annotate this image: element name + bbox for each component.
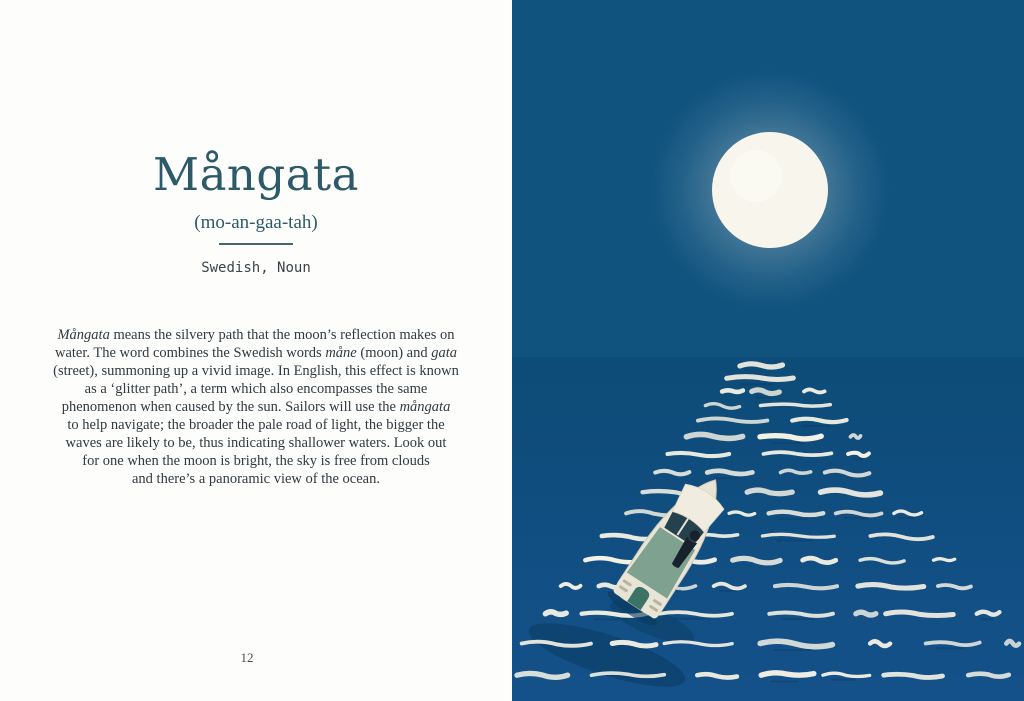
body-line: as a ‘glitter path’, a term which also encompasses the same: [84, 381, 428, 397]
body-line: to help navigate; the broader the pale road of light, the bigger the: [67, 417, 445, 433]
page-number: 12: [240, 650, 254, 665]
body-line: water. The word combines the Swedish words måne (moon) and gata: [54, 345, 458, 361]
ocean-illustration: [512, 0, 1024, 701]
moon-texture: [730, 150, 782, 202]
right-page: [512, 0, 1024, 701]
language-label: Swedish, Noun: [201, 260, 311, 276]
divider-rule: [219, 243, 293, 245]
body-line: Mångata means the silvery path that the moon’s reflection makes on: [57, 327, 455, 343]
body-line: (street), summoning up a vivid image. In English, this effect is known: [53, 363, 459, 379]
body-line: phenomenon when caused by the sun. Sailors will use the mångata: [61, 399, 451, 415]
body-line: waves are likely to be, thus indicating shallower waters. Look out: [65, 435, 447, 451]
body-line: and there’s a panoramic view of the ocean.: [131, 471, 380, 487]
pronunciation: (mo-an-gaa-tah): [194, 212, 318, 233]
word-title: Mångata: [153, 148, 359, 201]
body-line: for one when the moon is bright, the sky is free from clouds: [82, 453, 430, 469]
definition-text: [16, 326, 496, 488]
